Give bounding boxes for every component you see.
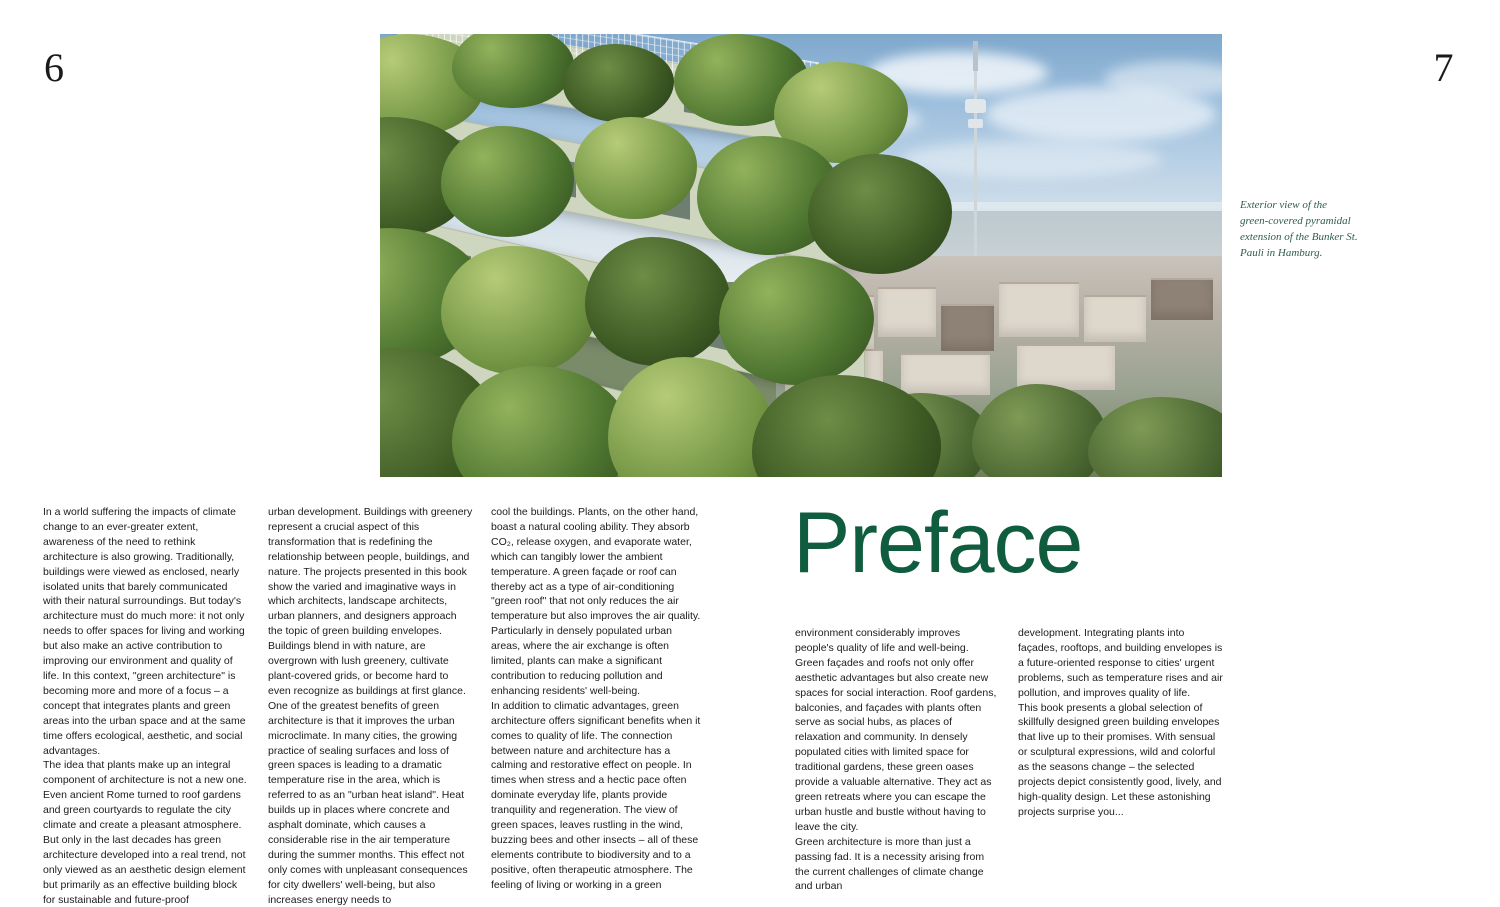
cloud: [1104, 61, 1222, 97]
facade-planting: [441, 246, 597, 375]
body-column-2: [268, 505, 474, 907]
body-text: cool the buildings. Plants, on the other hand, boast a natural cooling ability. They absorb CO₂, release oxygen, and evaporate water, which can tangibly lower the ambient temperature. A green façade or roof can thereby act as a type of air-conditioning "green roof" that not only reduces the air temperature but also improves the air quality. Particularly in densely populated urban areas, where the air exchange is often limited, plants can make a significant contribution to reducing pollution and enhancing residents' well-being. In addition to climatic advantages, green architecture offers significant benefits when it comes to quality of life. The connection between nature and architecture has a calming and restorative effect on people. In times when stress and a hectic pace often dominate everyday life, plants provide tranquility and regeneration. The view of green spaces, leaves rustling in the wind, buzzing bees and other insects – all of these elements contribute to biodiversity and to a positive, often therapeutic atmosphere. The feeling of living or working in a green: [491, 506, 701, 891]
photo-canvas: [380, 34, 1222, 477]
facade-planting: [719, 256, 875, 385]
body-text: In a world suffering the impacts of climate change to an ever-greater extent, awareness of the need to rethink architecture is also growing. Traditionally, buildings were viewed as enclosed, nearly isolated units that barely communicated with their natural surroundings. But today's architecture must do much more: it not only needs to offer spaces for living and working but also make an active contribution to improving our environment and quality of life. In this context, "green architecture" is becoming more and more of a focus – a concept that integrates plants and green areas into the urban space and at the same time offers ecological, aesthetic, and social advantages. The idea that plants make up an integral component of architecture is not a new one. Even ancient Rome turned to roof gardens and green courtyards to regulate the city climate and create a pleasant atmosphere. But only in the last decades has green architecture developed into a real trend, not only viewed as an aesthetic design element but primarily as an effective building block for sustainable and future-proof: [43, 506, 247, 906]
hero-photograph: [380, 34, 1222, 477]
page-number-left: 6: [44, 45, 65, 90]
tower-pod: [965, 99, 986, 113]
street-trees: [972, 384, 1106, 477]
page-title: Preface: [793, 495, 1083, 591]
tower-pod-upper: [968, 119, 983, 128]
body-column-1: [43, 505, 249, 907]
body-text: urban development. Buildings with greenery represent a crucial aspect of this transformation that is redefining the relationship between people, buildings, and nature. The projects presented in this book show the varied and imaginative ways in which architects, landscape architects, urban planners, and designers approach the topic of green building envelopes. Buildings blend in with nature, are overgrown with lush greenery, cultivate plant-covered grids, or become hard to even recognize as buildings at first glance. One of the greatest benefits of green architecture is that it improves the urban microclimate. In many cities, the growing practice of sealing surfaces and loss of green spaces is leading to a dramatic temperature rise in the area, which is referred to as an "urban heat island". Heat builds up in places where concrete and asphalt dominate, which causes a considerable rise in the air temperature during the summer months. This effect not only comes with unpleasant consequences for city dwellers' well-being, but also increases energy needs to: [268, 506, 473, 906]
facade-planting: [808, 154, 952, 274]
page-number-right: 7: [1433, 45, 1454, 90]
body-column-4: [795, 626, 999, 894]
body-text: development. Integrating plants into façades, rooftops, and building envelopes is a future-oriented response to cities' urgent problems, such as temperature rises and air pollution, and improves quality of life. This book presents a global selection of skillfully designed green building envelopes that live up to their promises. With sensual or sculptural expressions, wild and colorful as the seasons change – the selected projects depict consistently good, lively, and high-quality design. Let these astonishing projects surprise you...: [1018, 627, 1223, 818]
body-column-3: [491, 505, 703, 893]
facade-planting: [585, 237, 729, 366]
street-trees: [1088, 397, 1222, 477]
body-column-5: [1018, 626, 1226, 820]
facade-planting: [608, 357, 775, 477]
body-text: environment considerably improves people's quality of life and well-being. Green façades and roofs not only offer aesthetic advantages but also create new spaces for social interaction. Roof gardens, balconies, and façades with plants often serve as social hubs, as places of relaxation and community. In densely populated cities with limited space for traditional gardens, these green oases provide a valuable alternative. They act as green retreats where you can escape the urban hustle and bustle without having to leave the city. Green architecture is more than just a passing fad. It is a necessity arising from the current challenges of climate change and urban: [795, 627, 997, 893]
rooftop: [1084, 295, 1146, 341]
facade-planting: [574, 117, 696, 218]
rooftop: [941, 304, 995, 350]
facade-planting: [752, 375, 941, 477]
facade-planting: [441, 126, 574, 237]
rooftop: [999, 282, 1079, 337]
rooftop: [1151, 278, 1213, 320]
figure-caption: Exterior view of the green-covered pyramidal extension of the Bunker St. Pauli in Hamburg.: [1240, 199, 1358, 259]
green-terraced-building: [380, 34, 919, 477]
facade-planting: [563, 44, 674, 122]
